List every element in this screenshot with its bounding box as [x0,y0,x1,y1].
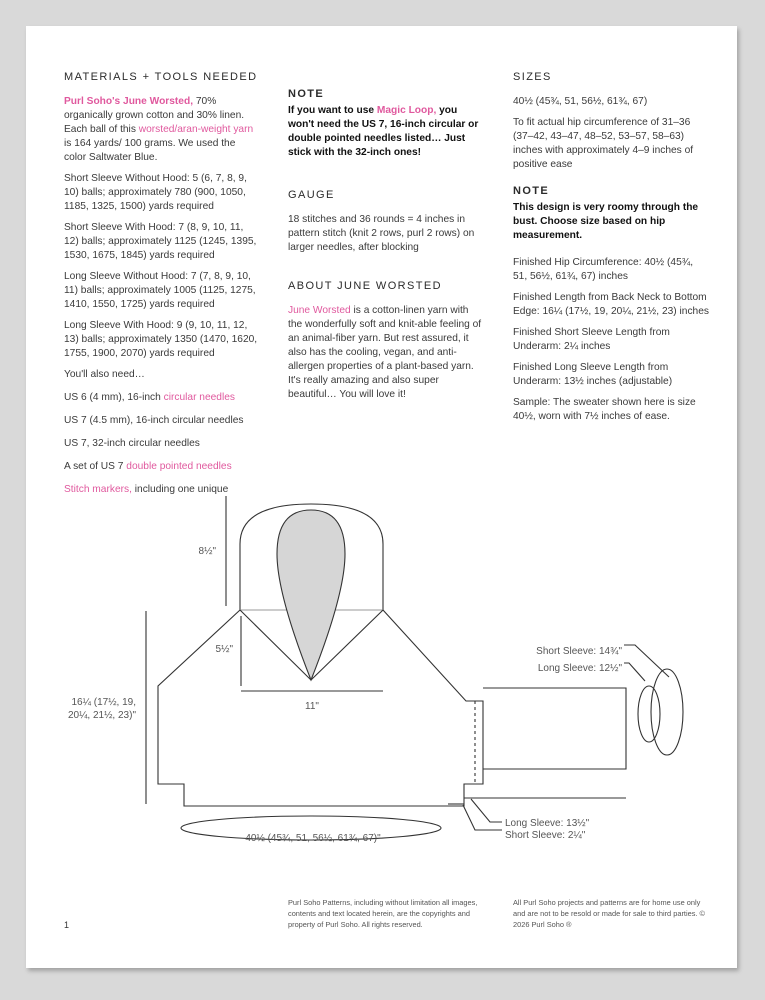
gauge-heading: GAUGE [288,189,335,201]
hip-label: 40½ (45¾, 51, 56½, 61¾, 67)" [245,833,381,844]
sizes-list: 40½ (45¾, 51, 56½, 61¾, 67) [513,96,648,107]
needle-us7-32: US 7, 32-inch circular needles [64,438,200,449]
sweater-schematic [26,26,737,968]
stitch-markers-link[interactable]: Stitch markers, [64,484,132,495]
yarn-weight-link[interactable]: worsted/aran-weight yarn [138,124,254,135]
hip-circumference: Finished Hip Circumference: 40½ (45¾, 51, 56½, 61¾, 67) inches [513,257,694,282]
short-sleeve-circ-label: Short Sleeve: 14¾" [536,646,622,657]
short-sleeve-length: Finished Short Sleeve Length from Underarm: 2¼ inches [513,327,670,352]
copyright-text: Purl Soho Patterns, including without limitation all images, contents and text located herein, are the copyrights and property of Purl Soho. All rights reserved. [288,898,478,929]
note-text-1: If you want to use [288,105,377,116]
yarn-text-2: is 164 yards/ 100 grams. We used the color Saltwater Blue. [64,138,236,163]
about-heading: ABOUT JUNE WORSTED [288,280,442,292]
long-sleeve-leader [624,663,645,681]
long-sleeve-circ-label: Long Sleeve: 12½" [537,663,622,674]
sample-note: Sample: The sweater shown here is size 40½, worn with 7½ inches of ease. [513,397,696,422]
magic-loop-link[interactable]: Magic Loop, [376,105,437,116]
also-need: You'll also need… [64,369,145,380]
neck-width-label: 11" [305,701,319,712]
short-sleeve-leader [624,645,669,677]
home-use-text: All Purl Soho projects and patterns are for home use only and are not to be resold or made for sale to third parties. © 2026 Purl Soho ® [513,898,705,929]
sizes-note-heading: NOTE [513,185,550,197]
sizes-note-text: This design is very roomy through the bust. Choose size based on hip measurement. [513,202,699,241]
markers-text: including one unique [131,484,229,495]
quantity-long-hood: Long Sleeve With Hood: 9 (9, 10, 11, 12, 13) balls; approximately 1350 (1470, 1620, 1755, 1900, 2070) yards required [64,320,258,359]
about-text: is a cotton-linen yarn with the wonderfully soft and knit-able feeling of an animal-fiber yarn. But rest assured, it also has the cooling, vegan, and anti-allergen properties of a plant-based yarn. It's really amazing and also super beautiful… You will love it! [288,305,482,400]
length-label-1: 16¼ (17½, 19, [71,697,136,708]
quantity-short-hood: Short Sleeve With Hood: 7 (8, 9, 10, 11, 12) balls; approximately 1125 (1245, 1395, 1530, 1675, 1845) yards required [64,222,257,261]
quantity-long-no-hood: Long Sleeve Without Hood: 7 (7, 8, 9, 10, 11) balls; approximately 1005 (1125, 1275, 1410, 1550, 1725) yards required [64,271,256,310]
short-sleeve-len-leader [463,805,502,830]
note-heading: NOTE [288,88,325,100]
sleeve-outline [483,688,626,769]
sizes-heading: SIZES [513,71,552,83]
pattern-page [26,26,737,968]
finished-length: Finished Length from Back Neck to Bottom Edge: 16¼ (17½, 19, 20¼, 21½, 23) inches [513,292,709,317]
hood-opening [277,510,345,680]
length-label-2: 20¼, 21½, 23)" [67,710,136,721]
hood-height-label: 8½" [198,546,216,557]
needle-us6-text: US 6 (4 mm), 16-inch [64,392,164,403]
yarn-text-1: 70% organically grown cotton and 30% linen. Each ball of this [64,96,245,135]
gauge-text: 18 stitches and 36 rounds = 4 inches in pattern stitch (knit 2 rows, purl 2 rows) on larger needles, after blocking [288,214,475,253]
long-sleeve-ellipse [638,686,660,742]
dpn-text: A set of US 7 [64,461,127,472]
short-sleeve-ellipse [651,669,683,755]
neck-depth-label: 5½" [215,644,233,655]
june-worsted-about-link[interactable]: June Worsted [288,305,351,316]
needle-us7-16: US 7 (4.5 mm), 16-inch circular needles [64,415,244,426]
june-worsted-link[interactable]: Purl Soho's June Worsted, [64,96,194,107]
short-sleeve-len-label: Short Sleeve: 2¼" [505,830,586,841]
page-number: 1 [64,920,70,930]
fit-text: To fit actual hip circumference of 31–36 (37–42, 43–47, 48–52, 53–57, 58–63) inches with approximately 4–9 inches of positive ease [513,117,694,170]
dpn-link[interactable]: double pointed needles [126,461,232,472]
note-text-2: you won't need the US 7, 16-inch circular or double pointed needles listed… Just stick with the 32-inch ones! [288,105,479,158]
long-sleeve-len-label: Long Sleeve: 13½" [505,818,590,829]
quantity-short-no-hood: Short Sleeve Without Hood: 5 (6, 7, 8, 9, 10) balls; approximately 780 (900, 1050, 1185, 1325, 1500) yards required [64,173,247,212]
materials-heading: MATERIALS + TOOLS NEEDED [64,71,258,83]
circular-needles-link[interactable]: circular needles [163,392,235,403]
long-sleeve-length: Finished Long Sleeve Length from Underarm: 13½ inches (adjustable) [513,362,673,387]
long-sleeve-len-leader [471,799,502,822]
